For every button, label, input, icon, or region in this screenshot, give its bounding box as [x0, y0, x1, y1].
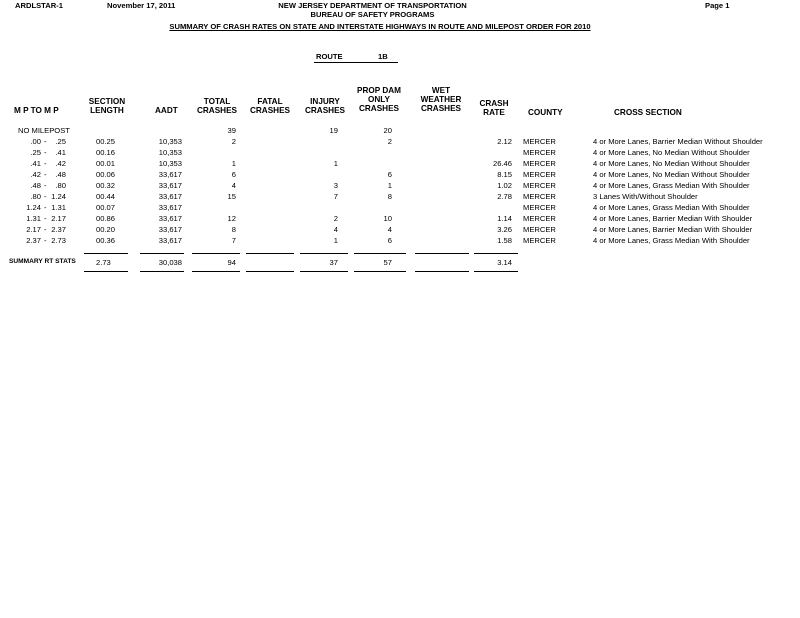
summary-rule-fatal-top: [246, 253, 294, 254]
cross-section: 3 Lanes With/Without Shoulder: [593, 192, 698, 201]
section-length: 00.01: [96, 159, 116, 168]
aadt: 33,617: [158, 192, 182, 201]
county: MERCER: [523, 148, 556, 157]
cross-section: 4 or More Lanes, Grass Median With Shoulder: [593, 236, 750, 245]
mp-from: .48: [30, 181, 41, 190]
route-value: 1B: [378, 52, 388, 61]
no-milepost-total: 39: [227, 126, 236, 135]
injury-crashes: 1: [333, 236, 338, 245]
no-milepost-injury: 19: [329, 126, 338, 135]
col-prop-2: ONLY: [368, 95, 390, 104]
report-id: ARDLSTAR-1: [15, 1, 63, 10]
col-county: COUNTY: [528, 108, 563, 117]
total-crashes: 4: [231, 181, 236, 190]
county: MERCER: [523, 214, 556, 223]
summary-rule-wet-top: [415, 253, 469, 254]
report-title: SUMMARY OF CRASH RATES ON STATE AND INTERSTATE HIGHWAYS IN ROUTE AND MILEPOST ORDER FOR 2010: [169, 22, 591, 31]
summary-rule-rate-bottom: [474, 271, 518, 272]
route-label: ROUTE: [316, 52, 343, 61]
cross-section: 4 or More Lanes, No Median Without Shoulder: [593, 159, 750, 168]
mp-from: .41: [30, 159, 41, 168]
report-date: November 17, 2011: [107, 1, 176, 10]
summary-rule-total-bottom: [192, 271, 240, 272]
aadt: 33,617: [158, 214, 182, 223]
crash-rate: 2.78: [497, 192, 512, 201]
summary-rate: 3.14: [497, 258, 512, 267]
section-length: 00.16: [96, 148, 116, 157]
section-length: 00.25: [96, 137, 116, 146]
mp-to: .25: [55, 137, 66, 146]
summary-label: SUMMARY RT STATS: [9, 258, 76, 265]
mp-dash: -: [44, 137, 47, 146]
col-wet-3: CRASHES: [420, 104, 462, 113]
aadt: 10,353: [158, 159, 182, 168]
col-injury-1: INJURY: [310, 97, 340, 106]
mp-to: .42: [55, 159, 66, 168]
cross-section: 4 or More Lanes, No Median Without Shoulder: [593, 148, 750, 157]
section-length: 00.06: [96, 170, 116, 179]
cross-section: 4 or More Lanes, No Median Without Shoulder: [593, 170, 750, 179]
injury-crashes: 1: [333, 159, 338, 168]
summary-rule-aadt-top: [140, 253, 184, 254]
aadt: 33,617: [158, 170, 182, 179]
prop-crashes: 1: [387, 181, 392, 190]
col-fatal-2: CRASHES: [249, 106, 291, 115]
mp-dash: -: [44, 236, 47, 245]
section-length: 00.20: [96, 225, 116, 234]
no-milepost-label: NO MILEPOST: [18, 126, 70, 135]
summary-total: 94: [227, 258, 236, 267]
injury-crashes: 4: [333, 225, 338, 234]
no-milepost-prop: 20: [383, 126, 392, 135]
col-total-2: CRASHES: [196, 106, 238, 115]
crash-rate: 1.14: [497, 214, 512, 223]
summary-rule-total-top: [192, 253, 240, 254]
summary-prop: 57: [383, 258, 392, 267]
aadt: 33,617: [158, 181, 182, 190]
total-crashes: 7: [231, 236, 236, 245]
mp-to: .80: [55, 181, 66, 190]
mp-from: .25: [30, 148, 41, 157]
county: MERCER: [523, 203, 556, 212]
cross-section: 4 or More Lanes, Grass Median With Shoulder: [593, 203, 750, 212]
aadt: 10,353: [158, 137, 182, 146]
col-rate-2: RATE: [483, 108, 505, 117]
county: MERCER: [523, 225, 556, 234]
mp-dash: -: [44, 181, 47, 190]
injury-crashes: 3: [333, 181, 338, 190]
crash-rate: 3.26: [497, 225, 512, 234]
col-fatal-1: FATAL: [257, 97, 283, 106]
col-rate-1: CRASH: [479, 99, 509, 108]
prop-crashes: 6: [387, 236, 392, 245]
mp-from: 2.17: [26, 225, 41, 234]
county: MERCER: [523, 192, 556, 201]
summary-rule-aadt-bottom: [140, 271, 184, 272]
summary-injury: 37: [329, 258, 338, 267]
section-length: 00.44: [96, 192, 116, 201]
county: MERCER: [523, 137, 556, 146]
mp-to: 2.17: [51, 214, 66, 223]
cross-section: 4 or More Lanes, Barrier Median With Shoulder: [593, 214, 753, 223]
aadt: 33,617: [158, 236, 182, 245]
cross-section: 4 or More Lanes, Barrier Median With Shoulder: [593, 225, 753, 234]
summary-rule-prop-top: [354, 253, 406, 254]
summary-rule-injury-bottom: [300, 271, 348, 272]
mp-dash: -: [44, 203, 47, 212]
mp-to: 2.37: [51, 225, 66, 234]
total-crashes: 8: [231, 225, 236, 234]
mp-from: 1.31: [26, 214, 41, 223]
mp-to: 2.73: [51, 236, 66, 245]
col-mp: M P TO M P: [14, 106, 59, 115]
section-length: 00.86: [96, 214, 116, 223]
aadt: 10,353: [158, 148, 182, 157]
col-wet-2: WEATHER: [420, 95, 462, 104]
summary-rule-length-top: [84, 253, 128, 254]
county: MERCER: [523, 236, 556, 245]
total-crashes: 12: [227, 214, 236, 223]
prop-crashes: 10: [383, 214, 392, 223]
col-prop-1: PROP DAM: [357, 86, 401, 95]
county: MERCER: [523, 159, 556, 168]
col-prop-3: CRASHES: [358, 104, 400, 113]
mp-to: .41: [55, 148, 66, 157]
cross-section: 4 or More Lanes, Grass Median With Shoulder: [593, 181, 750, 190]
crash-rate: 8.15: [497, 170, 512, 179]
prop-crashes: 2: [387, 137, 392, 146]
summary-rule-rate-top: [474, 253, 518, 254]
col-total-1: TOTAL: [203, 97, 231, 106]
section-length: 00.07: [96, 203, 116, 212]
total-crashes: 6: [231, 170, 236, 179]
prop-crashes: 6: [387, 170, 392, 179]
route-underline: [314, 62, 398, 63]
mp-dash: -: [44, 214, 47, 223]
county: MERCER: [523, 170, 556, 179]
mp-from: .42: [30, 170, 41, 179]
mp-dash: -: [44, 192, 47, 201]
total-crashes: 1: [231, 159, 236, 168]
summary-rule-prop-bottom: [354, 271, 406, 272]
mp-dash: -: [44, 148, 47, 157]
injury-crashes: 7: [333, 192, 338, 201]
col-injury-2: CRASHES: [304, 106, 346, 115]
col-section-length-2: LENGTH: [90, 106, 124, 115]
mp-dash: -: [44, 159, 47, 168]
cross-section: 4 or More Lanes, Barrier Median Without Shoulder: [593, 137, 763, 146]
prop-crashes: 4: [387, 225, 392, 234]
col-aadt: AADT: [155, 106, 178, 115]
summary-rule-length-bottom: [84, 271, 128, 272]
mp-dash: -: [44, 170, 47, 179]
mp-from: .00: [30, 137, 41, 146]
mp-dash: -: [44, 225, 47, 234]
summary-rule-injury-top: [300, 253, 348, 254]
summary-rule-wet-bottom: [415, 271, 469, 272]
aadt: 33,617: [158, 203, 182, 212]
summary-length: 2.73: [96, 258, 111, 267]
mp-from: 1.24: [26, 203, 41, 212]
total-crashes: 15: [227, 192, 236, 201]
page-number: Page 1: [705, 1, 730, 10]
mp-to: 1.24: [51, 192, 66, 201]
section-length: 00.36: [96, 236, 116, 245]
aadt: 33,617: [158, 225, 182, 234]
mp-to: 1.31: [51, 203, 66, 212]
bureau-name: BUREAU OF SAFETY PROGRAMS: [310, 10, 435, 19]
summary-rule-fatal-bottom: [246, 271, 294, 272]
mp-from: 2.37: [26, 236, 41, 245]
col-wet-1: WET: [431, 86, 451, 95]
county: MERCER: [523, 181, 556, 190]
col-cross-section: CROSS SECTION: [614, 108, 682, 117]
crash-rate: 26.46: [492, 159, 512, 168]
crash-rate: 2.12: [497, 137, 512, 146]
mp-to: .48: [55, 170, 66, 179]
crash-rate: 1.58: [497, 236, 512, 245]
total-crashes: 2: [231, 137, 236, 146]
mp-from: .80: [30, 192, 41, 201]
col-section-length-1: SECTION: [88, 97, 126, 106]
section-length: 00.32: [96, 181, 116, 190]
summary-aadt: 30,038: [158, 258, 182, 267]
prop-crashes: 8: [387, 192, 392, 201]
injury-crashes: 2: [333, 214, 338, 223]
agency-name: NEW JERSEY DEPARTMENT OF TRANSPORTATION: [278, 1, 467, 10]
crash-rate: 1.02: [497, 181, 512, 190]
